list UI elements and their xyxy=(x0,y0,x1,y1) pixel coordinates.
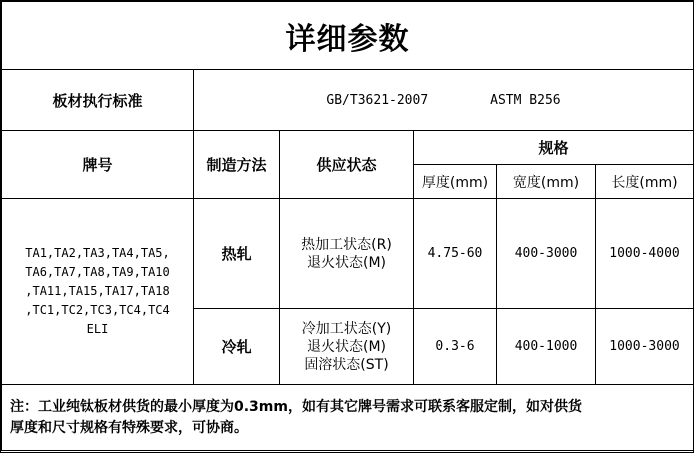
standard-values xyxy=(194,70,694,131)
header-thickness: 厚度(mm) xyxy=(414,165,497,199)
standard-label: 板材执行标准 xyxy=(2,70,194,131)
table-row-hot xyxy=(2,199,694,309)
supply-state-line: 热加工状态(R) xyxy=(301,236,392,253)
header-supply-state: 供应状态 xyxy=(280,131,414,199)
title-row xyxy=(2,2,694,70)
method-cell: 热轧 xyxy=(194,199,280,309)
length-cell: 1000-4000 xyxy=(596,199,694,309)
supply-state-cell xyxy=(280,199,414,309)
width-cell: 400-1000 xyxy=(497,309,596,385)
note-text xyxy=(2,385,694,451)
grades-cell xyxy=(2,199,194,385)
supply-state-line: 冷加工状态(Y) xyxy=(301,320,392,337)
width-cell: 400-3000 xyxy=(497,199,596,309)
grades-line-2: TA6,TA7,TA8,TA9,TA10 xyxy=(25,265,170,279)
header-grade: 牌号 xyxy=(2,131,194,199)
grades-line-1: TA1,TA2,TA3,TA4,TA5, xyxy=(25,246,170,260)
supply-state-cell xyxy=(280,309,414,385)
standard-astm: ASTM B256 xyxy=(490,92,561,108)
note-line-2: 厚度和尺寸规格有特殊要求，可协商。 xyxy=(10,419,248,436)
thickness-cell: 0.3-6 xyxy=(414,309,497,385)
standard-row xyxy=(2,70,694,131)
header-method: 制造方法 xyxy=(194,131,280,199)
grades-line-5: ELI xyxy=(86,322,109,336)
supply-state-line: 退火状态(M) xyxy=(306,338,386,355)
grades-line-4: ,TC1,TC2,TC3,TC4,TC4 xyxy=(25,303,170,317)
header-width: 宽度(mm) xyxy=(497,165,596,199)
spec-table xyxy=(1,1,694,451)
length-cell: 1000-3000 xyxy=(596,309,694,385)
thickness-cell: 4.75-60 xyxy=(414,199,497,309)
header-spec: 规格 xyxy=(414,131,694,165)
supply-state-line: 退火状态(M) xyxy=(306,254,386,271)
page-title: 详细参数 xyxy=(2,2,694,70)
note-line-1: 注：工业纯钛板材供货的最小厚度为0.3mm，如有其它牌号需求可联系客服定制，如对供货 xyxy=(10,398,582,415)
supply-state-line: 固溶状态(ST) xyxy=(304,356,389,373)
note-row xyxy=(2,385,694,451)
method-cell: 冷轧 xyxy=(194,309,280,385)
header-length: 长度(mm) xyxy=(596,165,694,199)
grades-line-3: ,TA11,TA15,TA17,TA18 xyxy=(25,284,170,298)
standard-gb: GB/T3621-2007 xyxy=(326,92,429,108)
header-row-1 xyxy=(2,131,694,165)
